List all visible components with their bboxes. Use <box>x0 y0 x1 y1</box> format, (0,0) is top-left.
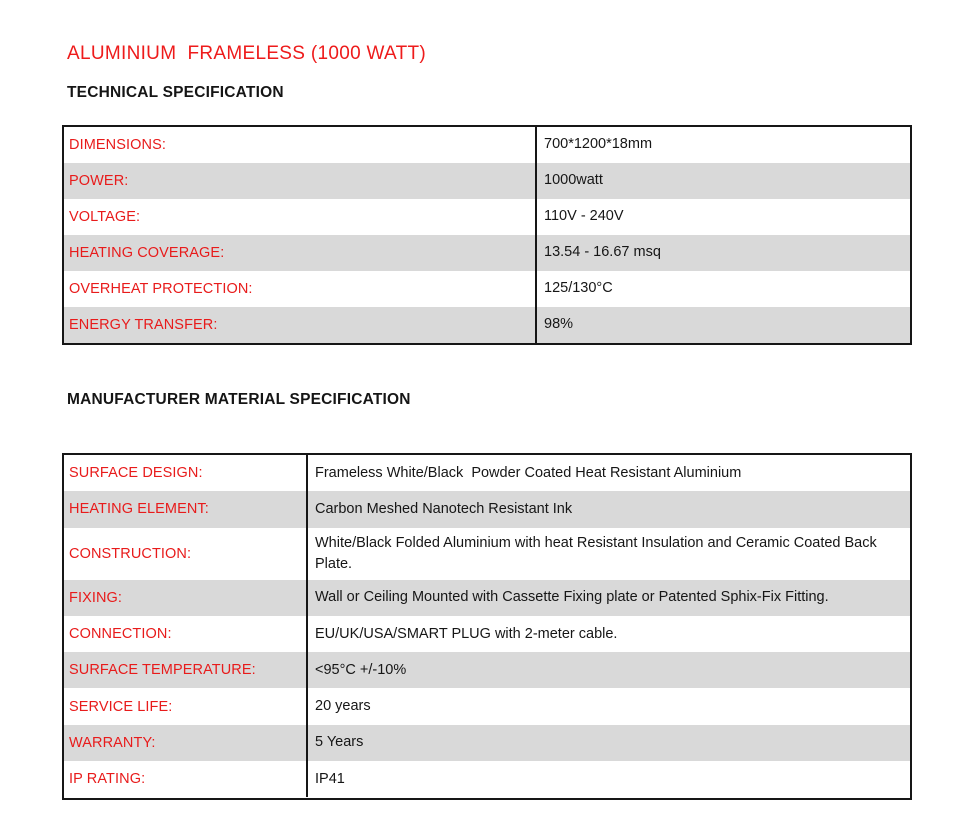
spec-value: <95°C +/-10% <box>315 661 407 678</box>
table-row <box>64 491 910 527</box>
spec-value: 700*1200*18mm <box>544 136 653 153</box>
spec-label: HEATING COVERAGE: <box>64 235 537 271</box>
technical-spec-table <box>62 125 912 345</box>
spec-label: CONSTRUCTION: <box>64 528 308 580</box>
spec-value: 20 years <box>315 698 371 715</box>
spec-value: 5 Years <box>315 734 364 751</box>
spec-value: EU/UK/USA/SMART PLUG with 2-meter cable. <box>315 625 618 642</box>
spec-label: IP RATING: <box>64 761 308 797</box>
page-title: ALUMINIUM FRAMELESS (1000 WATT) <box>67 43 427 64</box>
table-row <box>64 163 910 199</box>
spec-value: 1000watt <box>544 172 603 189</box>
spec-label: SERVICE LIFE: <box>64 688 308 724</box>
spec-label: VOLTAGE: <box>64 199 537 235</box>
spec-label: CONNECTION: <box>64 616 308 652</box>
table-row <box>64 235 910 271</box>
spec-value: Frameless White/Black Powder Coated Heat Resistant Aluminium <box>315 464 742 481</box>
spec-value: 13.54 - 16.67 msq <box>544 244 661 261</box>
spec-value: 98% <box>544 316 574 333</box>
spec-value: IP41 <box>315 770 345 787</box>
material-spec-heading: MANUFACTURER MATERIAL SPECIFICATION <box>67 391 411 408</box>
table-row <box>64 455 910 491</box>
spec-value: White/Black Folded Aluminium with heat Resistant Insulation and Ceramic Coated Back Plate. <box>315 534 881 572</box>
table-row <box>64 616 910 652</box>
spec-value: 110V - 240V <box>544 208 624 225</box>
table-row <box>64 307 910 343</box>
material-spec-table <box>62 453 912 800</box>
spec-label: POWER: <box>64 163 537 199</box>
table-row <box>64 271 910 307</box>
spec-label: ENERGY TRANSFER: <box>64 307 537 343</box>
table-row <box>64 580 910 616</box>
table-row <box>64 761 910 797</box>
spec-label: SURFACE DESIGN: <box>64 455 308 491</box>
table-row <box>64 199 910 235</box>
table-row <box>64 725 910 761</box>
technical-spec-heading: TECHNICAL SPECIFICATION <box>67 84 284 101</box>
table-row <box>64 528 910 580</box>
spec-label: DIMENSIONS: <box>64 127 537 163</box>
table-row <box>64 688 910 724</box>
spec-label: SURFACE TEMPERATURE: <box>64 652 308 688</box>
spec-value: Carbon Meshed Nanotech Resistant Ink <box>315 500 573 517</box>
spec-label: OVERHEAT PROTECTION: <box>64 271 537 307</box>
spec-value: 125/130°C <box>544 280 613 297</box>
table-row <box>64 652 910 688</box>
spec-label: FIXING: <box>64 580 308 616</box>
table-row <box>64 127 910 163</box>
spec-label: HEATING ELEMENT: <box>64 491 308 527</box>
spec-label: WARRANTY: <box>64 725 308 761</box>
spec-value: Wall or Ceiling Mounted with Cassette Fixing plate or Patented Sphix-Fix Fitting. <box>315 589 829 606</box>
